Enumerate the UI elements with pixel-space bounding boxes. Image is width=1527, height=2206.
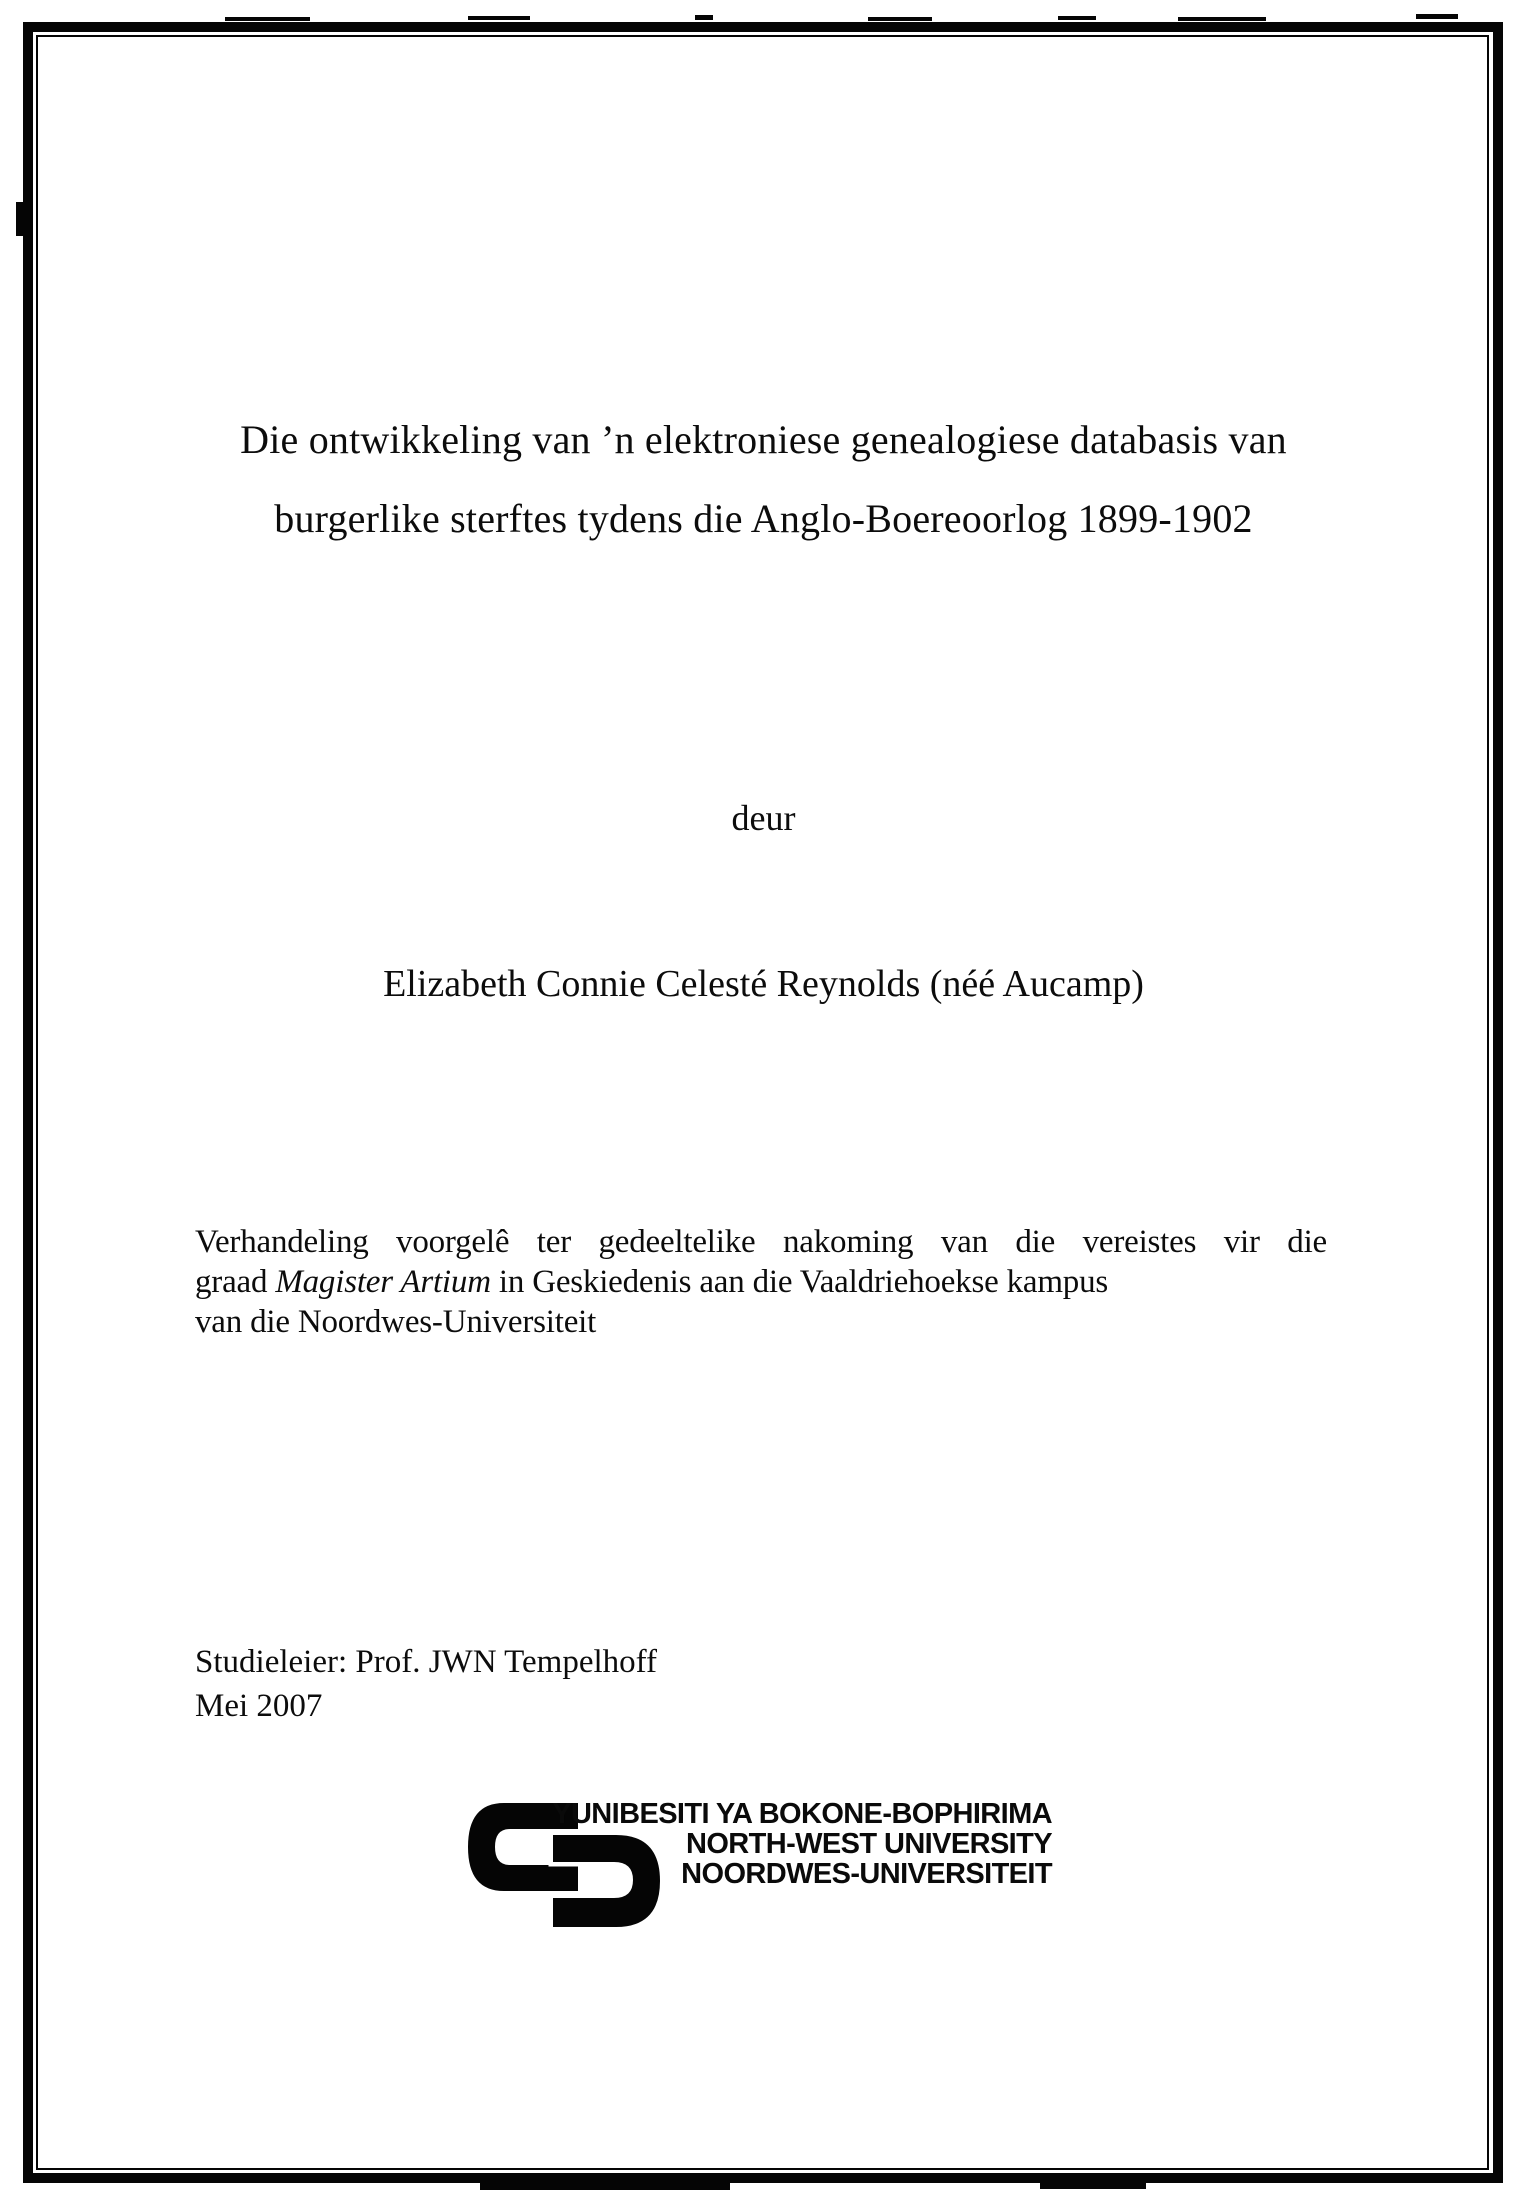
byline-deur: deur	[731, 798, 796, 838]
thesis-title	[120, 400, 1407, 558]
scan-artifact-mark	[868, 17, 932, 21]
statement-line-2-suffix: in Geskiedenis aan die Vaaldriehoekse kampus	[490, 1264, 1109, 1300]
thesis-title-line-1: Die ontwikkeling van ’n elektroniese genealogiese databasis van	[240, 417, 1287, 462]
scan-artifact-mark	[468, 16, 530, 20]
scan-artifact-mark	[1178, 17, 1266, 21]
scan-artifact-mark	[1058, 16, 1096, 20]
thesis-statement	[195, 1222, 1327, 1342]
thesis-title-line-2: burgerlike sterftes tydens die Anglo-Boereoorlog 1899-1902	[274, 496, 1253, 541]
logo-line-afrikaans: NOORDWES-UNIVERSITEIT	[681, 1858, 1052, 1890]
nwu-logo-wordmark	[552, 1799, 1052, 1889]
logo-line-english: NORTH-WEST UNIVERSITY	[685, 1828, 1052, 1860]
supervisor-line: Studieleier: Prof. JWN Tempelhoff	[195, 1644, 658, 1680]
supervisor-block	[195, 1640, 657, 1728]
scan-artifact-mark	[695, 15, 713, 20]
scan-artifact-mark	[225, 17, 310, 21]
logo-line-setswana: YUNIBESITI YA BOKONE-BOPHIRIMA	[552, 1798, 1052, 1830]
date-line: Mei 2007	[195, 1688, 323, 1724]
statement-line-3: van die Noordwes-Universiteit	[195, 1304, 597, 1340]
degree-name: Magister Artium	[275, 1264, 491, 1300]
statement-line-2	[195, 1262, 1327, 1302]
author-name: Elizabeth Connie Celesté Reynolds (néé Aucamp)	[383, 963, 1144, 1005]
statement-line-2-prefix: graad	[195, 1264, 276, 1300]
scan-artifact-mark	[1416, 14, 1458, 19]
statement-line-1: Verhandeling voorgelê ter gedeeltelike nakoming van die vereistes vir die	[195, 1224, 1327, 1260]
scan-artifact-mark	[480, 2182, 730, 2190]
scan-artifact-mark	[1040, 2182, 1146, 2189]
